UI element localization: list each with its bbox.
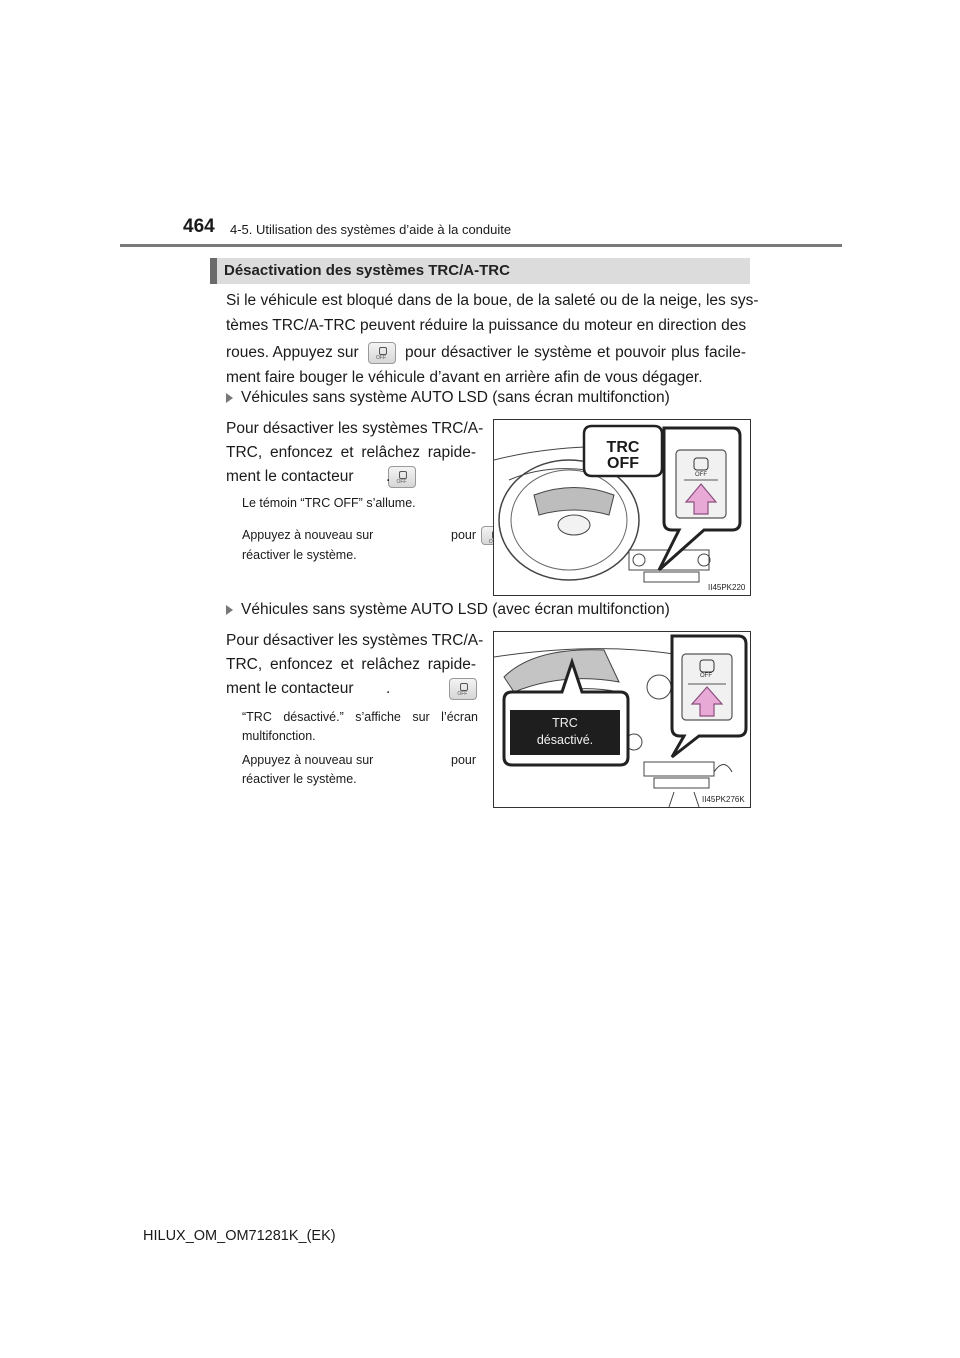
- case2-note-2c: réactiver le système.: [242, 772, 357, 786]
- figure-code: II45PK220: [708, 583, 746, 592]
- figure-code: II45PK276K: [702, 795, 745, 804]
- page-number: 464: [183, 216, 215, 237]
- case2-line-2: TRC, enfoncez et relâchez rapide-: [226, 656, 476, 673]
- case2-title-text: Véhicules sans système AUTO LSD (avec écran multifonction): [241, 601, 670, 618]
- intro-line-3a: roues. Appuyez sur: [226, 344, 359, 361]
- intro-line-3b: pour désactiver le système et pouvoir plus facile-: [405, 344, 746, 361]
- heading-text: Désactivation des systèmes TRC/A-TRC: [224, 262, 510, 279]
- section-title: 4-5. Utilisation des systèmes d’aide à la conduite: [230, 222, 512, 237]
- case2-period: .: [386, 680, 391, 697]
- case1-note-1: Le témoin “TRC OFF” s’allume.: [242, 496, 416, 510]
- case2-note-2b: pour: [451, 753, 477, 767]
- case2-note-1b: multifonction.: [242, 729, 316, 743]
- case2-title: [226, 601, 670, 619]
- subsection-heading: [210, 258, 750, 284]
- header-rule: [120, 244, 842, 247]
- triangle-bullet-icon: [226, 393, 233, 403]
- case2-note-1a: “TRC désactivé.” s’affiche sur l’écran: [242, 710, 478, 724]
- case2-note-2a: Appuyez à nouveau sur: [242, 753, 374, 767]
- case2-line-3: ment le contacteur: [226, 680, 354, 697]
- display-line-1: TRC: [552, 716, 578, 730]
- case1-line-3: ment le contacteur: [226, 468, 354, 485]
- case1-note-2a: Appuyez à nouveau sur: [242, 528, 374, 542]
- multifunction-display: [510, 715, 620, 749]
- heading-bar: [210, 258, 217, 284]
- intro-line-1: Si le véhicule est bloqué dans de la boue, de la saleté ou de la neige, les sys-: [226, 292, 759, 309]
- case1-title: [226, 389, 670, 407]
- figure-trc-off-dashboard: [493, 419, 751, 596]
- case1-line-1: Pour désactiver les systèmes TRC/A-: [226, 420, 484, 437]
- intro-line-2: tèmes TRC/A-TRC peuvent réduire la puissance du moteur en direction des: [226, 317, 747, 334]
- document-footer: HILUX_OM_OM71281K_(EK): [143, 1228, 336, 1244]
- case1-note-2b: pour: [451, 528, 477, 542]
- case1-period: .: [386, 468, 391, 485]
- display-line-2: désactivé.: [536, 733, 594, 747]
- trc-off-indicator: TRC OFF: [606, 439, 640, 472]
- triangle-bullet-icon: [226, 605, 233, 615]
- intro-line-4: ment faire bouger le véhicule d’avant en arrière afin de vous dégager.: [226, 369, 703, 386]
- case1-note-2c: réactiver le système.: [242, 548, 357, 562]
- case1-title-text: Véhicules sans système AUTO LSD (sans écran multifonction): [241, 389, 670, 406]
- button-off-label: OFF: [695, 472, 707, 478]
- button-off-label: OFF: [700, 673, 712, 679]
- figure-trc-desactive-display: [493, 631, 751, 808]
- case2-line-1: Pour désactiver les systèmes TRC/A-: [226, 632, 484, 649]
- case1-line-2: TRC, enfoncez et relâchez rapide-: [226, 444, 476, 461]
- trc-off-button-icon: [449, 678, 477, 700]
- trc-off-button-icon: [388, 466, 416, 488]
- trc-off-button-icon: [368, 342, 396, 364]
